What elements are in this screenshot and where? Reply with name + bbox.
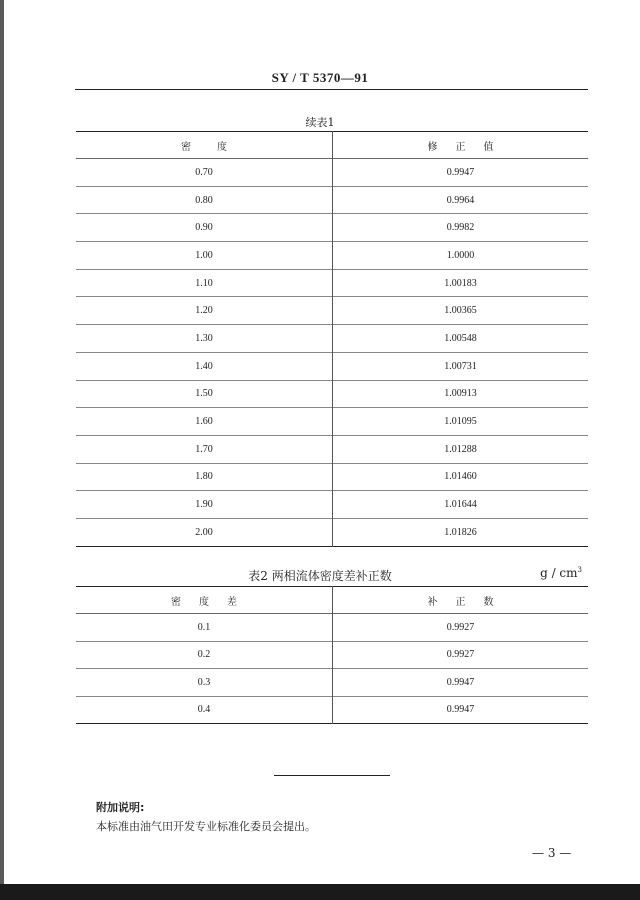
correction-cell: 1.01288 [444,443,477,455]
density-cell: 1.60 [76,408,333,436]
correction-cell: 1.00183 [444,277,477,289]
table-row [76,669,588,697]
table2-col-density-diff-header: 密度差 [76,587,333,614]
table-row [76,614,588,642]
density-cell: 1.70 [76,435,333,463]
correction-cell: 1.01460 [444,471,477,483]
correction-cell: 0.9947 [446,166,475,178]
correction-cell: 0.9927 [446,649,475,661]
correction-cell: 1.01826 [444,526,477,538]
note-text: 本标准由油气田开发专业标准化委员会提出。 [96,820,316,833]
table2-col-correction-header: 补正数 [427,596,512,608]
density-cell: 1.90 [76,491,333,519]
correction-cell: 1.01644 [444,499,477,511]
density-cell: 1.00 [76,242,333,270]
density-cell: 1.10 [76,269,333,297]
correction-cell: 1.00731 [444,360,477,372]
table1-col-density-header: 密度 [76,132,333,159]
density-cell: 0.80 [76,186,333,214]
table-row [76,352,588,380]
scan-left-edge [0,0,4,900]
density-cell: 1.80 [76,463,333,491]
end-rule [274,775,390,776]
table1-col-correction-header: 修正值 [427,141,512,153]
table-row [76,463,588,491]
correction-cell: 0.9982 [446,222,475,234]
table-row [76,269,588,297]
density-cell: 2.00 [76,518,333,546]
table2 [76,586,588,724]
density-cell: 1.50 [76,380,333,408]
table-row [76,214,588,242]
correction-cell: 1.00913 [444,388,477,400]
note-title: 附加说明: [96,801,145,814]
table-row [76,380,588,408]
table-row [76,641,588,669]
table2-header-row [76,587,588,614]
density-cell: 0.90 [76,214,333,242]
density-cell: 0.70 [76,159,333,187]
document-code: SY / T 5370—91 [271,70,369,85]
table2-caption: 表2 两相流体密度差补正数 [248,569,392,583]
density-cell: 1.30 [76,325,333,353]
table-row [76,696,588,724]
table-row [76,186,588,214]
table-row [76,159,588,187]
scan-bottom-edge [0,884,640,900]
table1-header-row [76,132,588,159]
table2-unit: g / $cm^3$ [540,566,582,580]
correction-cell: 1.00548 [444,332,477,344]
table-row [76,491,588,519]
table1-caption: 续表1 [305,116,335,129]
density-cell: 0.2 [76,641,333,669]
correction-cell: 0.9964 [446,194,475,206]
table-row [76,325,588,353]
correction-cell: 1.0000 [446,249,475,261]
header-rule [75,89,588,90]
correction-cell: 1.01095 [444,416,477,428]
density-cell: 0.4 [76,696,333,724]
density-cell: 1.20 [76,297,333,325]
table-row [76,435,588,463]
table-row [76,297,588,325]
table-row [76,408,588,436]
correction-cell: 0.9927 [446,621,475,633]
density-cell: 1.40 [76,352,333,380]
table-row [76,242,588,270]
table1 [76,131,588,547]
density-cell: 0.3 [76,669,333,697]
page-number: — 3 — [532,846,572,860]
correction-cell: 0.9947 [446,676,475,688]
density-cell: 0.1 [76,614,333,642]
correction-cell: 0.9947 [446,704,475,716]
table-row [76,518,588,546]
correction-cell: 1.00365 [444,305,477,317]
